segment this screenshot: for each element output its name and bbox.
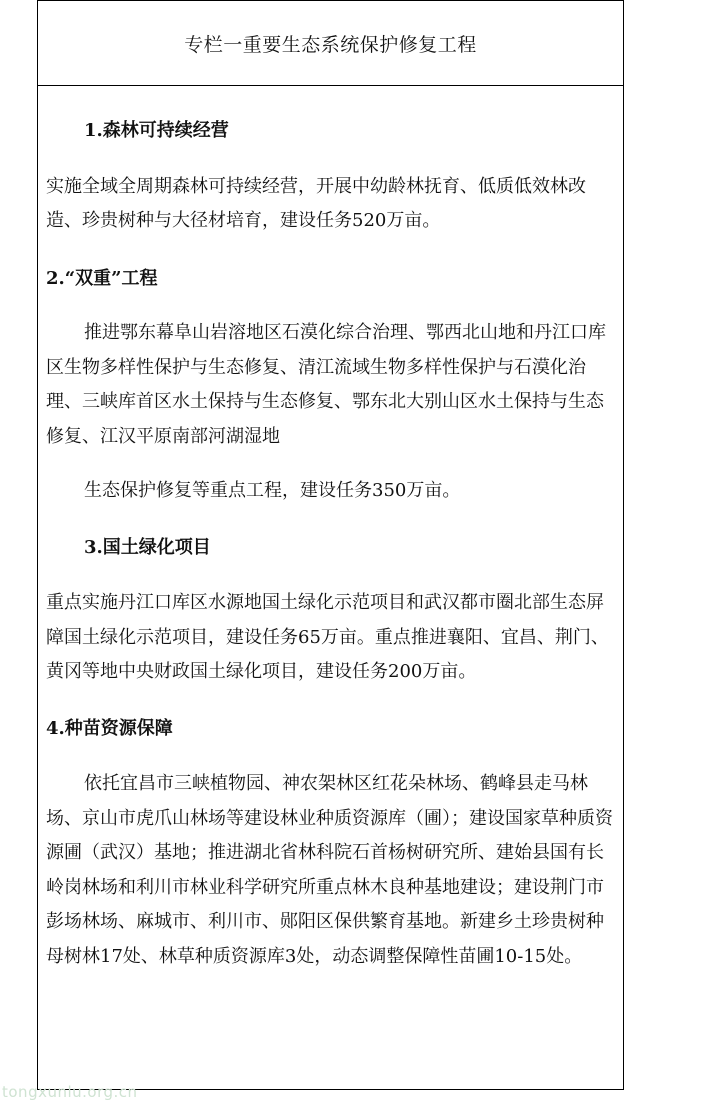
- section-paragraph: 实施全域全周期森林可持续经营，开展中幼龄林抚育、低质低效林改造、珍贵树种与大径材培育，建设任务520万亩。: [46, 175, 586, 231]
- section-heading-seedlings: 4.种苗资源保障: [46, 717, 173, 739]
- section-heading-double-key: 2.“双重”工程: [46, 267, 158, 289]
- section-paragraph: 重点实施丹江口库区水源地国土绿化示范项目和武汉都市圈北部生态屏障国土绿化示范项目，建设任务65万亩。重点推进襄阳、宜昌、荆门、黄冈等地中央财政国土绿化项目，建设任务200万亩。: [46, 592, 609, 682]
- table-header: [38, 1, 623, 86]
- watermark: tongxunlu.org.cn: [2, 1083, 138, 1101]
- table-body: [38, 114, 623, 974]
- section-heading-forest: 1.森林可持续经营: [84, 120, 229, 141]
- section-paragraph: 生态保护修复等重点工程，建设任务350万亩。: [84, 480, 461, 501]
- section-paragraph: 推进鄂东幕阜山岩溶地区石漠化综合治理、鄂西北山地和丹江口库区生物多样性保护与生态修复、清江流域生物多样性保护与石漠化治理、三峡库首区水土保持与生态修复、鄂东北大别山区水土保持与生态修复、江汉平原南部河湖湿地: [46, 322, 606, 447]
- special-column-table: [37, 0, 624, 1090]
- table-title: 专栏一重要生态系统保护修复工程: [184, 33, 477, 56]
- section-heading-greening: 3.国土绿化项目: [84, 536, 211, 558]
- section-paragraph: 依托宜昌市三峡植物园、神农架林区红花朵林场、鹤峰县走马林场、京山市虎爪山林场等建设林业种质资源库（圃）；建设国家草种质资源圃（武汉）基地；推进湖北省林科院石首杨树研究所、建始县国有长岭岗林场和利川市林业科学研究所重点林木良种基地建设；建设荆门市彭场林场、麻城市、利川市、郧阳区保供繁育基地。新建乡土珍贵树种母树林17处、林草种质资源库3处，动态调整保障性苗圃10-15处。: [46, 773, 613, 967]
